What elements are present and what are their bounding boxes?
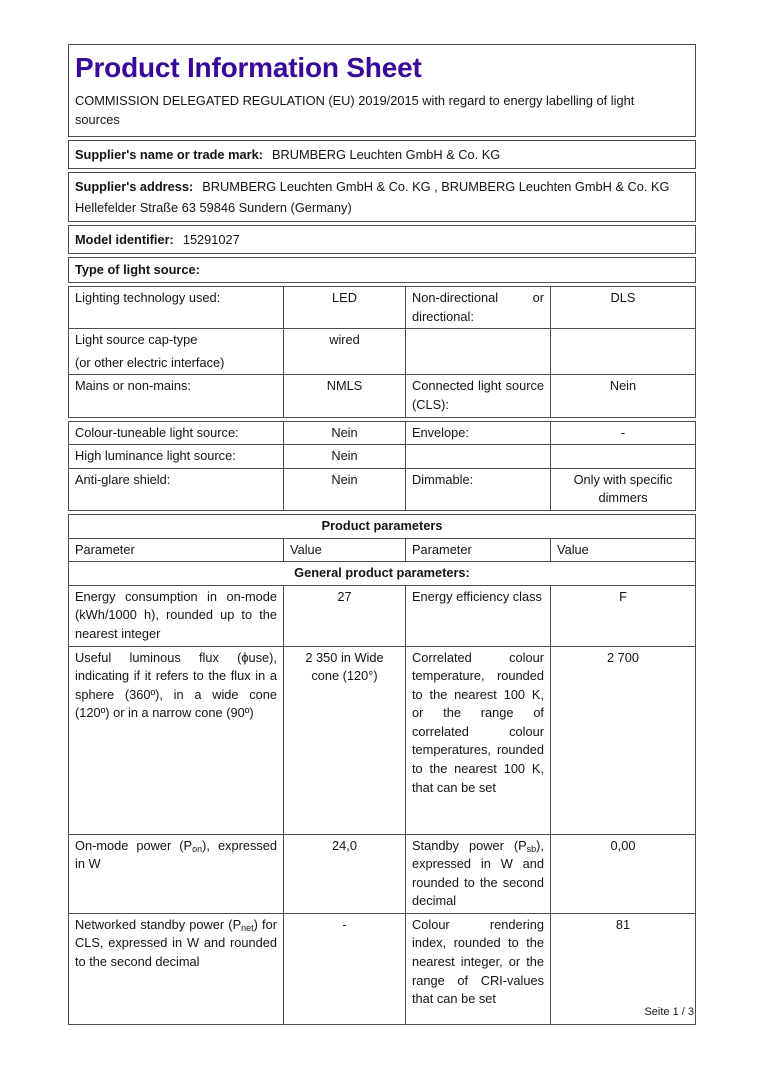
supplier-address-value: BRUMBERG Leuchten GmbH & Co. KG , BRUMBERG Leuchten GmbH & Co. KG Hellefelder Straße 63 59846 Sundern (Germany) bbox=[75, 179, 670, 215]
value-empty bbox=[550, 445, 695, 468]
supplier-name-row bbox=[68, 140, 696, 169]
param-lighting-technology: Lighting technology used: bbox=[75, 290, 221, 305]
regulation-subtitle: COMMISSION DELEGATED REGULATION (EU) 2019/2015 with regard to energy labelling of light sources bbox=[75, 93, 635, 127]
value-correlated-colour-temperature: 2 700 bbox=[550, 647, 695, 834]
col-header-value-2: Value bbox=[550, 539, 695, 562]
param-colour-rendering-index: Colour rendering index, rounded to the nearest integer, or the range of CRI-values that can be set bbox=[405, 914, 550, 1024]
header-section bbox=[68, 44, 696, 137]
document-content bbox=[68, 44, 696, 1028]
product-parameters-header-row bbox=[69, 515, 695, 538]
value-mains: NMLS bbox=[283, 375, 405, 416]
cap-type-line-2: (or other electric interface) bbox=[75, 354, 225, 370]
param-high-luminance: High luminance light source: bbox=[75, 448, 236, 464]
table-row bbox=[69, 328, 695, 374]
table-row bbox=[69, 468, 695, 510]
param-standby-power: Standby power $(P_{sb})$, expressed in W and rounded to the second decimal bbox=[405, 835, 550, 913]
param-energy-efficiency-class: Energy efficiency class bbox=[405, 586, 550, 646]
value-anti-glare: Nein bbox=[283, 469, 405, 510]
table-row bbox=[69, 287, 695, 328]
supplier-address-row bbox=[68, 172, 696, 222]
param-directional: Non-directional or directional: bbox=[405, 287, 550, 328]
value-colour-tuneable: Nein bbox=[283, 422, 405, 445]
value-colour-rendering-index: 81 bbox=[550, 914, 695, 1024]
value-dimmable: Only with specific dimmers bbox=[550, 469, 695, 510]
column-header-row bbox=[69, 538, 695, 562]
model-identifier-row bbox=[68, 225, 696, 254]
param-dimmable: Dimmable: bbox=[405, 469, 550, 510]
product-parameters-title: Product parameters bbox=[321, 517, 443, 533]
supplier-address-label: Supplier's address: bbox=[75, 179, 194, 194]
param-networked-standby-power: Networked standby power $(P_{net})$ for CLS, expressed in W and rounded to the second decimal bbox=[75, 916, 277, 970]
col-header-value-1: Value bbox=[283, 539, 405, 562]
value-energy-consumption: 27 bbox=[283, 586, 405, 646]
general-parameters-title: General product parameters: bbox=[294, 565, 470, 581]
type-of-light-source-header bbox=[68, 257, 696, 283]
type-of-light-source-label: Type of light source: bbox=[75, 262, 200, 277]
value-connected-light-source: Nein bbox=[550, 375, 695, 416]
param-correlated-colour-temperature: Correlated colour temperature, rounded to the nearest 100 K, or the range of correlated colour temperatures, rounded to the nearest 100 K, that can be set bbox=[405, 647, 550, 834]
model-identifier-value: 15291027 bbox=[182, 232, 240, 247]
value-on-mode-power: 24,0 bbox=[283, 835, 405, 913]
param-anti-glare: Anti-glare shield: bbox=[75, 471, 171, 487]
col-header-parameter-1: Parameter bbox=[75, 541, 135, 557]
product-parameters-table bbox=[68, 514, 696, 1025]
table-row bbox=[69, 422, 695, 445]
cap-type-line-1: Light source cap-type bbox=[75, 332, 198, 348]
supplier-name-value: BRUMBERG Leuchten GmbH & Co. KG bbox=[271, 147, 501, 162]
param-connected-light-source: Connected light source (CLS): bbox=[405, 375, 550, 416]
value-high-luminance: Nein bbox=[283, 445, 405, 468]
table-row bbox=[69, 913, 695, 1024]
param-mains: Mains or non-mains: bbox=[75, 378, 191, 394]
table-row bbox=[69, 585, 695, 646]
page-number: Seite 1 / 3 bbox=[644, 1006, 694, 1018]
light-source-type-table-2 bbox=[68, 421, 696, 511]
param-envelope: Envelope: bbox=[405, 422, 550, 445]
value-directional: DLS bbox=[550, 287, 695, 328]
param-cap-type bbox=[69, 329, 283, 374]
param-colour-tuneable: Colour-tuneable light source: bbox=[75, 424, 239, 440]
supplier-name-label: Supplier's name or trade mark: bbox=[75, 147, 263, 162]
value-cap-type: wired bbox=[283, 329, 405, 374]
page-title: Product Information Sheet bbox=[75, 52, 422, 83]
general-parameters-header-row bbox=[69, 561, 695, 585]
model-identifier-label: Model identifier: bbox=[75, 232, 174, 247]
param-useful-luminous-flux: Useful luminous flux (ϕuse), indicating if it refers to the flux in a sphere (360º), in a wide cone (120º) or in a narrow cone (90º) bbox=[75, 649, 277, 721]
param-empty bbox=[405, 445, 550, 468]
value-lighting-technology: LED bbox=[283, 287, 405, 328]
value-empty bbox=[550, 329, 695, 374]
table-row bbox=[69, 444, 695, 468]
param-on-mode-power: On-mode power $(P_{on})$, expressed in W bbox=[75, 837, 277, 872]
value-networked-standby-power: - bbox=[283, 914, 405, 1024]
param-energy-consumption: Energy consumption in on-mode (kWh/1000 h), rounded up to the nearest integer bbox=[75, 588, 277, 641]
value-standby-power: 0,00 bbox=[550, 835, 695, 913]
table-row bbox=[69, 646, 695, 834]
value-energy-efficiency-class: F bbox=[550, 586, 695, 646]
param-empty bbox=[405, 329, 550, 374]
value-useful-luminous-flux: 2 350 in Wide cone (120°) bbox=[283, 647, 405, 834]
col-header-parameter-2: Parameter bbox=[405, 539, 550, 562]
light-source-type-table-1 bbox=[68, 286, 696, 418]
table-row bbox=[69, 374, 695, 416]
value-envelope: - bbox=[550, 422, 695, 445]
table-row bbox=[69, 834, 695, 913]
